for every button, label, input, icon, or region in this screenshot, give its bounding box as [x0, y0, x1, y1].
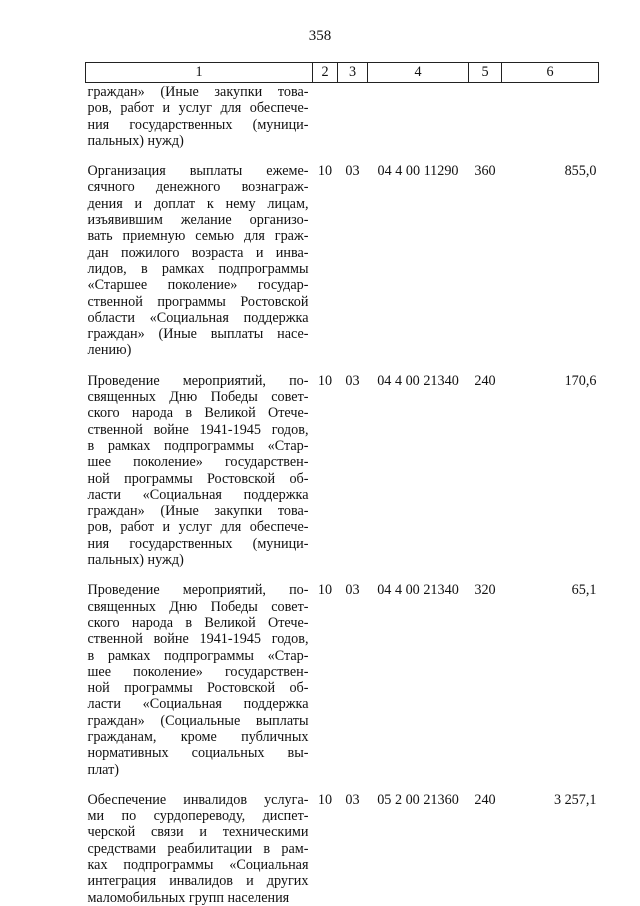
row-name-line: ной программы Ростовской об-: [87, 470, 309, 487]
row-name-line: ласти «Социальная поддержка: [87, 486, 309, 503]
row-name: [86, 372, 313, 582]
row-name-line: ров, работ и услуг для обеспече-: [87, 519, 309, 536]
table-row: [86, 791, 599, 906]
row-name-line: ственной программы Ростовской: [87, 293, 309, 310]
row-name-line: средствами реабилитации в рам-: [87, 840, 309, 857]
row-amount: 3 257,1: [553, 791, 597, 808]
row-name: [86, 791, 313, 906]
table-header: [86, 63, 599, 83]
row-subsection: 03: [345, 582, 360, 599]
row-section: 10: [317, 791, 333, 808]
row-name-line: граждан» (Социальные выплаты: [87, 712, 309, 729]
row-target: [368, 83, 469, 163]
row-name-line: Проведение мероприятий, по-: [87, 582, 309, 599]
row-name-line: граждан» (Иные выплаты насе-: [87, 326, 309, 343]
row-name-line: черской связи и техническими: [87, 824, 309, 841]
header-col-name: 1: [86, 63, 313, 83]
row-name-line: дения и доплат к нему лицам,: [87, 195, 309, 212]
row-section: 10: [317, 372, 333, 389]
row-name-line: священных Дню Победы совет-: [87, 598, 309, 615]
table-row: [86, 581, 599, 791]
row-section: 10: [317, 582, 333, 599]
row-name-line: в рамках подпрограммы «Стар-: [87, 647, 309, 664]
row-expense-type: 240: [474, 372, 496, 389]
row-name-line: вать приемную семью для граж-: [87, 228, 309, 245]
row-name-line: интеграция инвалидов и других: [87, 873, 309, 890]
row-name-line: ров, работ и услуг для обеспече-: [87, 100, 309, 117]
row-name-line: ния государственных (муници-: [87, 535, 309, 552]
row-name-line: ственной войне 1941-1945 годов,: [87, 421, 309, 438]
header-col-section: 2: [313, 63, 338, 83]
row-name-line: шее поколение» государствен-: [87, 454, 309, 471]
row-expense-type: [469, 83, 502, 163]
row-name: [86, 162, 313, 372]
row-name-line: ми по сурдопереводу, диспет-: [87, 808, 309, 825]
row-name-line: ния государственных (муници-: [87, 116, 309, 133]
row-name: [86, 581, 313, 791]
row-name-line: ственной войне 1941-1945 годов,: [87, 631, 309, 648]
header-col-amount: 6: [502, 63, 599, 83]
row-name-line: в рамках подпрограммы «Стар-: [87, 437, 309, 454]
row-target: 04 4 00 21340: [377, 372, 459, 389]
row-name: [86, 83, 313, 163]
budget-table: [85, 62, 599, 906]
row-name-line: «Старшее поколение» государ-: [87, 277, 309, 294]
row-target: 05 2 00 21360: [377, 791, 459, 808]
row-name-line: нормативных социальных вы-: [87, 745, 309, 762]
table-row: [86, 372, 599, 582]
row-name-line: Обеспечение инвалидов услуга-: [87, 791, 309, 808]
row-name-line: Организация выплаты ежеме-: [87, 163, 309, 180]
row-name-line: сячного денежного вознаграж-: [87, 179, 309, 196]
row-expense-type: 360: [474, 163, 496, 180]
row-name-line: области «Социальная поддержка: [87, 309, 309, 326]
row-name-line: дан пожилого возраста и инва-: [87, 244, 309, 261]
header-col-target: 4: [368, 63, 469, 83]
header-col-subsection: 3: [338, 63, 368, 83]
row-section: 10: [317, 163, 333, 180]
row-amount: 855,0: [564, 163, 597, 180]
row-subsection: [338, 83, 368, 163]
row-name-line: ского народа в Великой Отече-: [87, 405, 309, 422]
row-name-line: гражданам, кроме публичных: [87, 728, 309, 745]
row-name-line: лению): [87, 342, 132, 359]
row-name-line: ной программы Ростовской об-: [87, 680, 309, 697]
row-name-line: ласти «Социальная поддержка: [87, 696, 309, 713]
row-subsection: 03: [345, 372, 360, 389]
row-target: 04 4 00 11290: [377, 163, 459, 180]
row-target: 04 4 00 21340: [377, 582, 459, 599]
row-amount: 65,1: [571, 582, 597, 599]
header-row: [86, 63, 599, 83]
row-section: [313, 83, 338, 163]
row-subsection: 03: [345, 791, 360, 808]
row-name-line: лидов, в рамках подпрограммы: [87, 260, 309, 277]
row-name-line: шее поколение» государствен-: [87, 663, 309, 680]
row-name-line: пальных) нужд): [87, 552, 184, 569]
row-expense-type: 320: [474, 582, 496, 599]
row-subsection: 03: [345, 163, 360, 180]
row-name-line: Проведение мероприятий, по-: [87, 372, 309, 389]
row-amount: [502, 83, 599, 163]
row-expense-type: 240: [474, 791, 496, 808]
row-name-line: пальных) нужд): [87, 132, 184, 149]
row-name-line: ского народа в Великой Отече-: [87, 614, 309, 631]
table-row: [86, 162, 599, 372]
row-name-line: ках подпрограммы «Социальная: [87, 857, 309, 874]
row-name-line: священных Дню Победы совет-: [87, 389, 309, 406]
row-name-line: граждан» (Иные закупки това-: [87, 503, 309, 520]
row-name-line: плат): [87, 761, 120, 778]
table-row: [86, 83, 599, 163]
row-amount: 170,6: [564, 372, 597, 389]
page-number: 358: [308, 28, 332, 44]
row-name-line: изъявившим желание организо-: [87, 212, 309, 229]
row-name-line: маломобильных групп населения: [87, 889, 290, 906]
header-col-expense-type: 5: [469, 63, 502, 83]
row-name-line: граждан» (Иные закупки това-: [87, 84, 309, 100]
